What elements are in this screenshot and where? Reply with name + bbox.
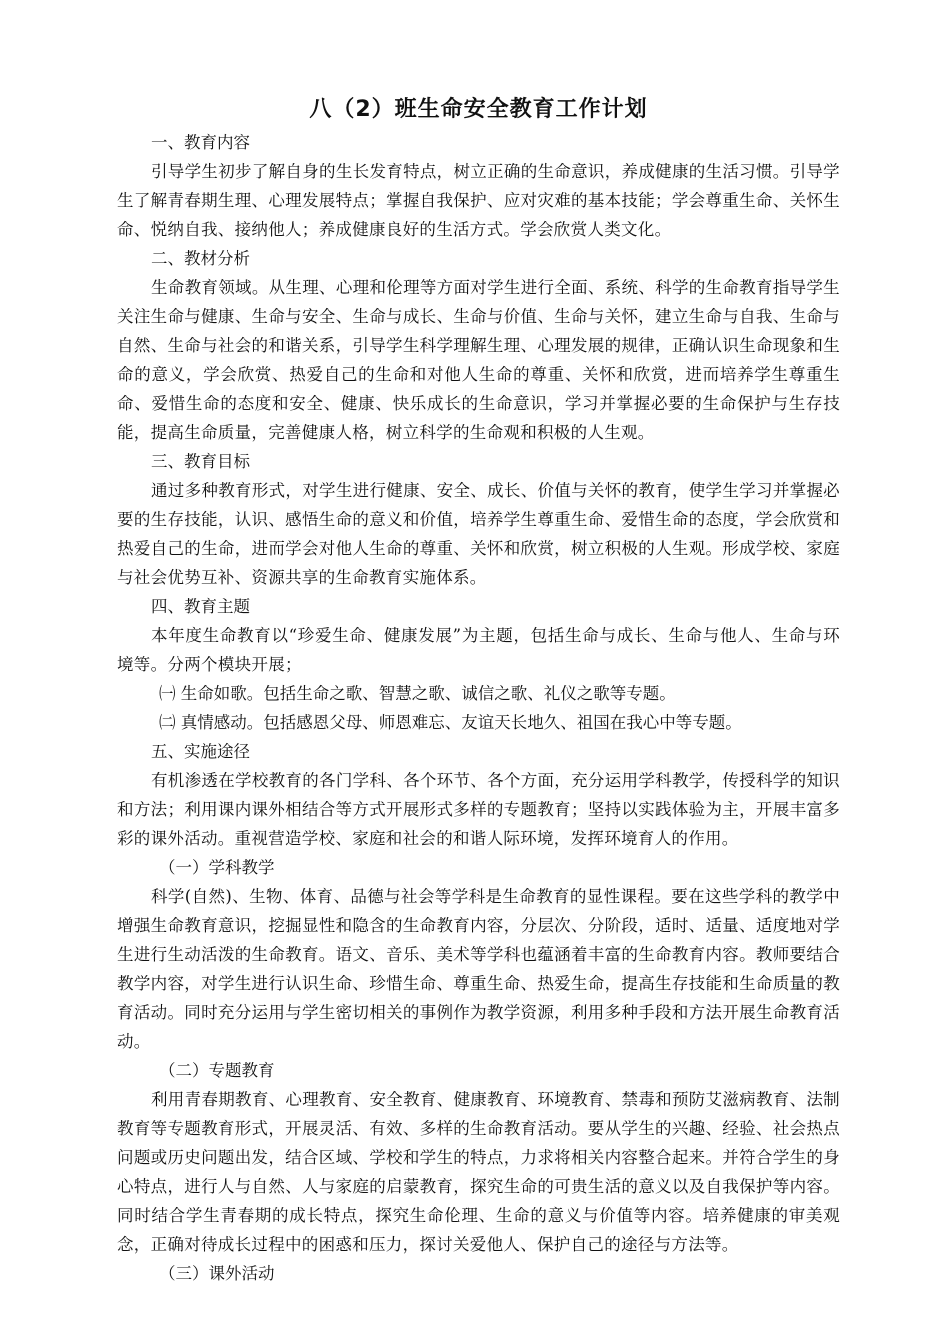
section-heading-approaches: 五、实施途径 (151, 742, 250, 761)
theme-item: ㈡ 真情感动。包括感恩父母、师恩难忘、友谊天长地久、祖国在我心中等专题。 (159, 713, 742, 732)
section-paragraph-themes: 本年度生命教育以“珍爱生命、健康发展”为主题，包括生命与成长、生命与他人、生命与环境等。分两个模块开展； (117, 626, 840, 674)
section-heading-themes: 四、教育主题 (151, 597, 250, 616)
section-paragraph-content: 引导学生初步了解自身的生长发育特点，树立正确的生命意识，养成健康的生活习惯。引导学生了解青春期生理、心理发展特点；掌握自我保护、应对灾难的基本技能；学会尊重生命、关怀生命、悦纳自我、接纳他人；养成健康良好的生活方式。学会欣赏人类文化。 (117, 162, 840, 239)
subsection-heading-extracurricular: （三）课外活动 (159, 1264, 275, 1283)
theme-item: ㈠ 生命如歌。包括生命之歌、智慧之歌、诚信之歌、礼仪之歌等专题。 (159, 684, 676, 703)
subsection-paragraph-subject-teaching: 科学(自然)、生物、体育、品德与社会等学科是生命教育的显性课程。要在这些学科的教学中增强生命教育意识，挖掘显性和隐含的生命教育内容，分层次、分阶段，适时、适量、适度地对学生进行生动活泼的生命教育。语文、音乐、美术等学科也蕴涵着丰富的生命教育内容。教师要结合教学内容，对学生进行认识生命、珍惜生命、尊重生命、热爱生命，提高生存技能和生命质量的教育活动。同时充分运用与学生密切相关的事例作为教学资源，利用多种手段和方法开展生命教育活动。 (117, 887, 840, 1051)
section-paragraph-goals: 通过多种教育形式，对学生进行健康、安全、成长、价值与关怀的教育，使学生学习并掌握必要的生存技能，认识、感悟生命的意义和价值，培养学生尊重生命、爱惜生命的态度，学会欣赏和热爱自己的生命，进而学会对他人生命的尊重、关怀和欣赏，树立积极的人生观。形成学校、家庭与社会优势互补、资源共享的生命教育实施体系。 (117, 481, 840, 587)
section-heading-goals: 三、教育目标 (151, 452, 250, 471)
subsection-paragraph-topic-education: 利用青春期教育、心理教育、安全教育、健康教育、环境教育、禁毒和预防艾滋病教育、法制教育等专题教育形式，开展灵活、有效、多样的生命教育活动。要从学生的兴趣、经验、社会热点问题或历史问题出发，结合区域、学校和学生的特点，力求将相关内容整合起来。并符合学生的身心特点，进行人与自然、人与家庭的启蒙教育，探究生命的可贵生活的意义以及自我保护等内容。同时结合学生青春期的成长特点，探究生命伦理、生命的意义与价值等内容。培养健康的审美观念，正确对待成长过程中的困惑和压力，探讨关爱他人、保护自己的途径与方法等。 (117, 1090, 840, 1254)
section-paragraph-approaches: 有机渗透在学校教育的各门学科、各个环节、各个方面，充分运用学科教学，传授科学的知识和方法；利用课内课外相结合等方式开展形式多样的专题教育；坚持以实践体验为主，开展丰富多彩的课外活动。重视营造学校、家庭和社会的和谐人际环境，发挥环境育人的作用。 (117, 771, 840, 848)
section-paragraph-materials: 生命教育领域。从生理、心理和伦理等方面对学生进行全面、系统、科学的生命教育指导学生关注生命与健康、生命与安全、生命与成长、生命与价值、生命与关怀，建立生命与自我、生命与自然、生命与社会的和谐关系，引导学生科学理解生理、心理发展的规律，正确认识生命现象和生命的意义，学会欣赏、热爱自己的生命和对他人生命的尊重、关怀和欣赏，进而培养学生尊重生命、爱惜生命的态度和安全、健康、快乐成长的生命意识，学习并掌握必要的生命保护与生存技能，提高生命质量，完善健康人格，树立科学的生命观和积极的人生观。 (117, 278, 840, 442)
section-heading-materials: 二、教材分析 (151, 249, 250, 268)
document-page (117, 92, 840, 1288)
section-heading-content: 一、教育内容 (151, 133, 250, 152)
subsection-heading-topic-education: （二）专题教育 (159, 1061, 275, 1080)
document-title: 八（2）班生命安全教育工作计划 (309, 97, 648, 122)
subsection-heading-subject-teaching: （一）学科教学 (159, 858, 275, 877)
